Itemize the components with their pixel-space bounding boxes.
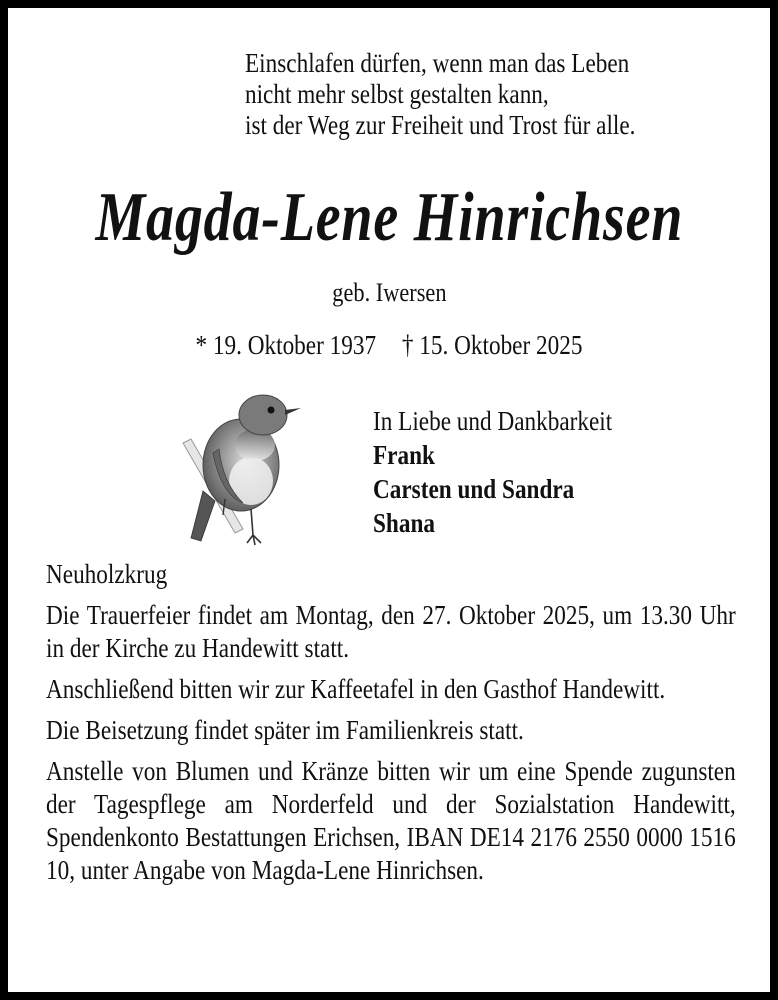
robin-bird-icon <box>173 383 303 551</box>
motto-verse <box>245 48 699 141</box>
donation-paragraph: Anstelle von Blumen und Kränze bitten wir um eine Spende zugunsten der Tagespflege am Norderfeld und der Sozialstation Handewitt, Spendenkonto Bestattungen Erichsen, IBAN DE14 2176 2550 0000 1516 10, unter Angabe von Magda-Lene Hinrichsen. <box>46 756 736 885</box>
maiden-name-text: geb. Iwersen <box>331 278 447 307</box>
deceased-name-text: Magda-Lene Hinrichsen <box>95 179 683 256</box>
place-of-residence: Neuholzkrug <box>46 559 168 589</box>
life-dates-text <box>196 330 583 361</box>
mourners-intro: In Liebe und Dankbarkeit <box>373 406 613 436</box>
obituary-card <box>8 8 770 992</box>
life-dates <box>8 330 770 361</box>
reception-paragraph: Anschließend bitten wir zur Kaffeetafel in den Gasthof Handewitt. <box>46 674 666 704</box>
burial-paragraph: Die Beisetzung findet später im Familienkreis statt. <box>46 715 524 745</box>
deceased-name <box>8 178 770 258</box>
motto-line: Einschlafen dürfen, wenn man das Leben <box>245 48 630 78</box>
service-details <box>46 558 736 895</box>
funeral-service-paragraph: Die Trauerfeier findet am Montag, den 27. Oktober 2025, um 13.30 Uhr in der Kirche zu Handewitt statt. <box>46 600 736 663</box>
motto-line: nicht mehr selbst gestalten kann, <box>245 79 549 109</box>
mourner-name: Frank <box>373 440 435 470</box>
motto-line: ist der Weg zur Freiheit und Trost für alle. <box>245 110 636 140</box>
mourners-block <box>373 404 651 540</box>
mourner-name: Shana <box>373 508 435 538</box>
maiden-name <box>8 278 770 308</box>
mourner-name: Carsten und Sandra <box>373 474 575 504</box>
birth-date: * 19. Oktober 1937 <box>195 330 377 360</box>
death-date: † 15. Oktober 2025 <box>401 330 583 360</box>
